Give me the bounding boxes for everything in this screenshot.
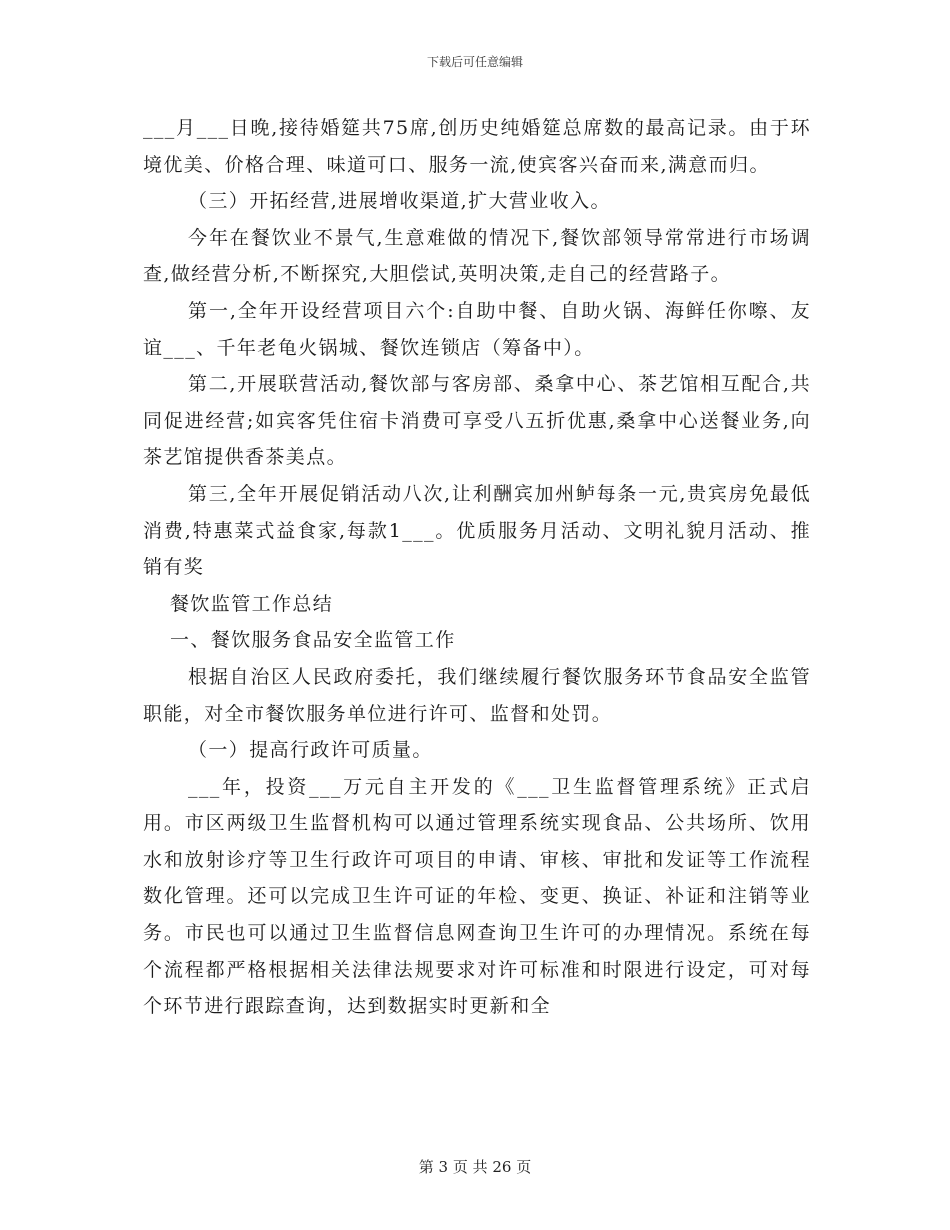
paragraph-heading-licensing-quality: （一）提高行政许可质量。 [188, 739, 433, 762]
paragraph-first-projects: 第一,全年开设经营项目六个:自助中餐、自助火锅、海鲜任你嚓、友谊___、千年老龟火锅城、餐饮连锁店（筹备中）。 [143, 299, 811, 359]
section-heading-food-safety: 一、餐饮服务食品安全监管工作 [170, 629, 456, 652]
document-body [143, 110, 811, 1025]
paragraph-heading-expand-business: （三）开拓经营,进展增收渠道,扩大营业收入。 [188, 190, 611, 213]
paragraph-third-promotions: 第三,全年开展促销活动八次,让利酬宾加州鲈每条一元,贵宾房免最低消费,特惠菜式益食家,每款1___。优质服务月活动、文明礼貌月活动、推销有奖 [143, 482, 811, 579]
paragraph-market-research: 今年在餐饮业不景气,生意难做的情况下,餐饮部领导常常进行市场调查,做经营分析,不断探究,大胆偿试,英明决策,走自己的经营路子。 [143, 226, 811, 286]
paragraph-second-joint-operation: 第二,开展联营活动,餐饮部与客房部、桑拿中心、茶艺馆相互配合,共同促进经营;如宾客凭住宿卡消费可享受八五折优惠,桑拿中心送餐业务,向茶艺馆提供香茶美点。 [143, 373, 811, 469]
paragraph-management-system: ___年，投资___万元自主开发的《___卫生监督管理系统》正式启用。市区两级卫生监督机构可以通过管理系统实现食品、公共场所、饮用水和放射诊疗等卫生行政许可项目的申请、审核、审批和发证等工作流程数化管理。还可以完成卫生许可证的年检、变更、换证、补证和注销等业务。市民也可以通过卫生监督信息网查询卫生许可的办理情况。系统在每个流程都严格根据相关法律法规要求对许可标准和时限进行设定，可对每个环节进行跟踪查询，达到数据实时更新和全 [143, 775, 811, 1018]
paragraph-banquet-record: ___月___日晚,接待婚筵共75席,创历史纯婚筵总席数的最高记录。由于环境优美、价格合理、味道可口、服务一流,使宾客兴奋而来,满意而归。 [143, 117, 811, 176]
section-title-summary: 餐饮监管工作总结 [170, 592, 334, 615]
page-footer: 第 3 页 共 26 页 [418, 1158, 532, 1176]
page-header: 下载后可任意编辑 [426, 55, 523, 69]
paragraph-government-mandate: 根据自治区人民政府委托，我们继续履行餐饮服务环节食品安全监管职能，对全市餐饮服务单位进行许可、监督和处罚。 [143, 665, 811, 725]
